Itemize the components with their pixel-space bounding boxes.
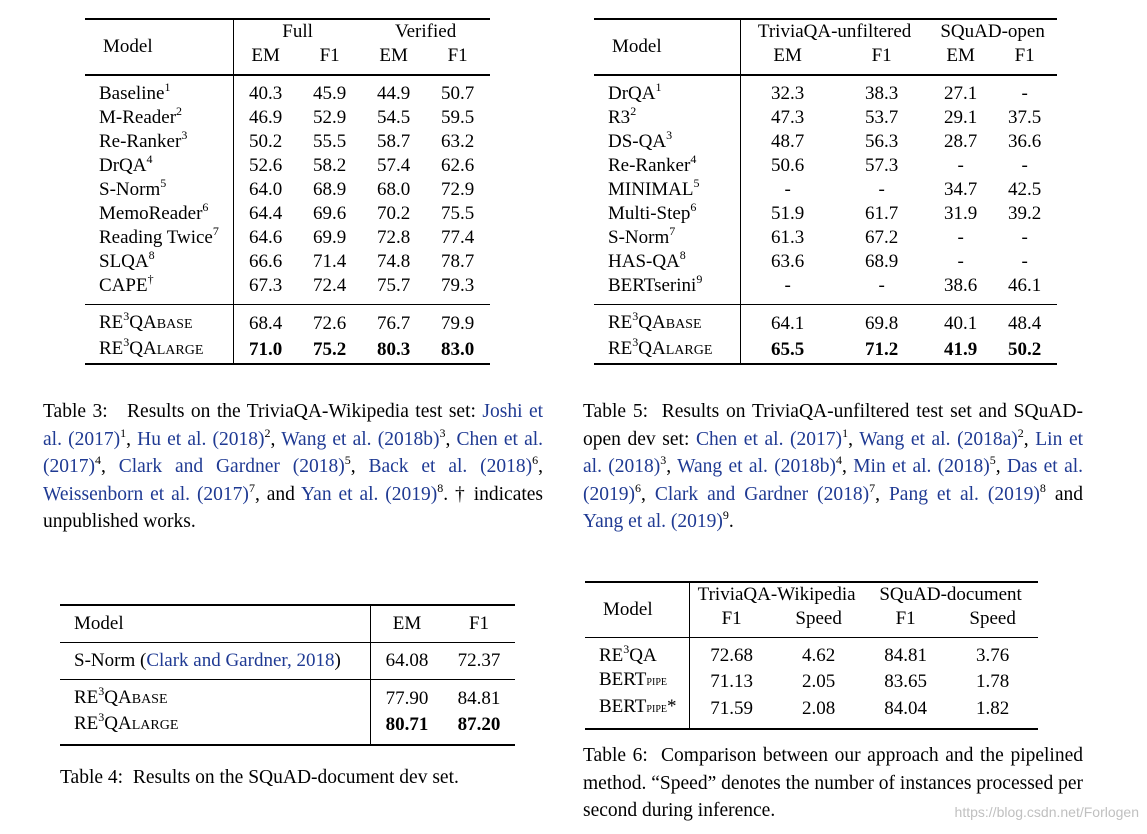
cell: 2.08 [774, 695, 864, 729]
cell: 75.7 [376, 275, 411, 296]
cell: 61.3 [770, 227, 805, 248]
header-em: EM [371, 605, 444, 643]
cell: 74.8 [376, 251, 411, 272]
cell: 54.5 [376, 107, 411, 128]
cell: 75.5 [440, 203, 475, 224]
cell: 68.0 [376, 179, 411, 200]
table-row [85, 154, 490, 178]
cell: 87.20 [443, 712, 515, 745]
table-row [594, 274, 1057, 305]
cell: 63.6 [770, 251, 805, 272]
header-f1: F1 [443, 605, 515, 643]
table-row [85, 305, 490, 338]
cell: 72.6 [298, 305, 362, 338]
table-row [594, 130, 1057, 154]
cell: 62.6 [440, 155, 475, 176]
header-em: EM [379, 45, 408, 66]
cell: - [1021, 155, 1028, 176]
table-4-grid [60, 604, 515, 746]
table-row [594, 106, 1057, 130]
cell: - [878, 275, 885, 296]
table-6-caption: Table 6: Comparison between our approach and the pipelined method. “Speed” denotes the number of instances processed per second during inference. [583, 745, 1084, 821]
cell: 68.9 [864, 251, 899, 272]
cell: 50.2 [248, 131, 283, 152]
model-name: $RE^3QABASE$ [85, 305, 233, 338]
header-em: EM [946, 45, 975, 66]
header-f1: F1 [319, 45, 340, 66]
model-name: SLQA$^8$ [85, 250, 233, 274]
cell: 79.9 [426, 305, 490, 338]
cell: 79.3 [440, 275, 475, 296]
cell: 64.1 [740, 305, 835, 338]
header-speed: Speed [795, 608, 842, 629]
cell: 57.3 [864, 155, 899, 176]
header-model: Model [85, 19, 233, 75]
cell: - [957, 227, 964, 248]
model-name: $DS-QA^3$ [594, 130, 740, 154]
cell: 36.6 [1007, 131, 1042, 152]
cell: 27.1 [943, 83, 978, 104]
model-name: Re-Ranker$^4$ [594, 154, 740, 178]
cell: 69.8 [835, 305, 929, 338]
cell: 48.7 [770, 131, 805, 152]
header-model: Model [585, 582, 689, 638]
table-3 [85, 18, 490, 365]
header-em: EM [251, 45, 280, 66]
model-name: BERTPIPE [585, 668, 689, 695]
cell: 37.5 [1007, 107, 1042, 128]
header-model: Model [594, 19, 740, 75]
cell: 72.9 [440, 179, 475, 200]
cell: 67.3 [248, 275, 283, 296]
model-name: $RE^3QALARGE$ [594, 337, 740, 364]
cell: 69.9 [312, 227, 347, 248]
table-3-grid [85, 18, 490, 365]
table-6-grid [585, 581, 1038, 730]
table-5-caption: Table 5: Results on TriviaQA-unfiltered test set and SQuAD-open dev set: Chen et al. $(2017)^1$, Wang et al. $(2018a)^2$, Lin et al. $(2018)^3$, Wang et al. $(2018b)^4$, Min et al. $(2018)^5$, Das et al. $(2019)^6$, Clark and Gardner $(2018)^7$, Pang et al. $(2019)^8$ and Yang et al. $(2019)^9$. [583, 401, 1084, 532]
watermark: https://blog.csdn.net/Forlogen [954, 804, 1139, 820]
table-row [85, 106, 490, 130]
header-triviaqa-wikipedia: TriviaQA-Wikipedia [689, 582, 864, 607]
model-name: S-Norm$^5$ [85, 178, 233, 202]
cell: 39.2 [1007, 203, 1042, 224]
table-row [594, 178, 1057, 202]
table-row [85, 178, 490, 202]
table-row [594, 202, 1057, 226]
cell: 29.1 [943, 107, 978, 128]
cell: 75.2 [298, 337, 362, 364]
cell: 48.4 [993, 305, 1057, 338]
cell: 83.65 [884, 670, 927, 692]
table-row [85, 250, 490, 274]
cell: 45.9 [312, 83, 347, 104]
model-name: MemoReader$^6$ [85, 202, 233, 226]
cell: - [878, 179, 885, 200]
header-model: Model [60, 605, 371, 643]
cell: 53.7 [864, 107, 899, 128]
cell: 46.9 [248, 107, 283, 128]
cell: 80.71 [371, 712, 444, 745]
cell: 70.2 [376, 203, 411, 224]
model-name: BERTPIPE* [585, 695, 689, 729]
cell: 1.78 [975, 670, 1010, 692]
header-em: EM [773, 45, 802, 66]
table-row [585, 668, 1038, 695]
model-name: $RE^3QA$ [585, 638, 689, 669]
cell: 34.7 [943, 179, 978, 200]
cell: - [1021, 83, 1028, 104]
cell: 84.04 [864, 695, 948, 729]
model-name: S-Norm$^7$ [594, 226, 740, 250]
model-name: $RE^3QABASE$ [60, 680, 371, 713]
table-5-grid [594, 18, 1057, 365]
cell: - [784, 179, 791, 200]
table-4-caption: Table 4: Results on the SQuAD-document dev set. [60, 767, 459, 788]
cell: 77.4 [440, 227, 475, 248]
header-f1: F1 [895, 608, 916, 629]
model-name: DrQA$^4$ [85, 154, 233, 178]
cell: - [957, 251, 964, 272]
table-row [594, 337, 1057, 364]
table-row [594, 250, 1057, 274]
cell: 68.4 [233, 305, 298, 338]
cell: 64.08 [371, 643, 444, 680]
cell: 28.7 [943, 131, 978, 152]
header-f1: F1 [721, 608, 742, 629]
cell: 52.6 [248, 155, 283, 176]
table-row [85, 226, 490, 250]
model-name: Reading Twice$^7$ [85, 226, 233, 250]
table-3-caption: Table 3: Results on the TriviaQA-Wikipedia test set: Joshi et al. $(2017)^1$, Hu et al. $(2018)^2$, Wang et al. $(2018b)^3$, Chen et al. $(2017)^4$, Clark and Gardner $(2018)^5$, Back et al. $(2018)^6$, Weissenborn et al. $(2017)^7$, and Yan et al. $(2019)^8$. † indicates unpublished works. [43, 401, 544, 532]
table-row [594, 305, 1057, 338]
model-name: Baseline$^1$ [85, 75, 233, 106]
table-row [85, 75, 490, 106]
cell: 1.82 [948, 695, 1038, 729]
cell: 65.5 [740, 337, 835, 364]
cell: 31.9 [943, 203, 978, 224]
cell: 78.7 [440, 251, 475, 272]
model-name: BERTserini$^9$ [594, 274, 740, 305]
cell: 47.3 [770, 107, 805, 128]
cell: 59.5 [440, 107, 475, 128]
cell: 42.5 [1007, 179, 1042, 200]
table-row [585, 695, 1038, 729]
table-row [594, 75, 1057, 106]
table-row [85, 202, 490, 226]
table-row [594, 226, 1057, 250]
cell: 3.76 [975, 645, 1010, 666]
cell: 69.6 [312, 203, 347, 224]
cell: 50.6 [770, 155, 805, 176]
cell: 63.2 [440, 131, 475, 152]
header-full: Full [233, 19, 362, 44]
cell: 84.81 [884, 645, 927, 666]
cell: 71.2 [835, 337, 929, 364]
model-name: Re-Ranker$^3$ [85, 130, 233, 154]
model-name: $RE^3QABASE$ [594, 305, 740, 338]
cell: 64.0 [248, 179, 283, 200]
cell: 72.37 [443, 643, 515, 680]
cell: - [784, 275, 791, 296]
cell: 64.4 [248, 203, 283, 224]
header-f1: F1 [447, 45, 468, 66]
cell: 50.2 [993, 337, 1057, 364]
header-squad-open: SQuAD-open [929, 19, 1057, 44]
header-speed: Speed [969, 608, 1016, 629]
cell: 76.7 [362, 305, 426, 338]
header-triviaqa-unfiltered: TriviaQA-unfiltered [740, 19, 929, 44]
header-f1: F1 [871, 45, 892, 66]
cell: 72.8 [376, 227, 411, 248]
cell: 50.7 [440, 83, 475, 104]
table-row [585, 582, 1038, 607]
table-row [85, 19, 490, 44]
cell: 38.6 [943, 275, 978, 296]
cell: 41.9 [929, 337, 993, 364]
cell: 61.7 [864, 203, 899, 224]
cell: 83.0 [426, 337, 490, 364]
table-row [594, 154, 1057, 178]
cell: 2.05 [801, 670, 836, 692]
table-row [85, 130, 490, 154]
cell: 56.3 [864, 131, 899, 152]
table-row [594, 19, 1057, 44]
table-row [60, 680, 515, 713]
cell: 40.1 [929, 305, 993, 338]
model-name: $RE^3QALARGE$ [85, 337, 233, 364]
model-name: Multi-Step$^6$ [594, 202, 740, 226]
cell: 66.6 [248, 251, 283, 272]
model-name: M-Reader$^2$ [85, 106, 233, 130]
cell: 57.4 [376, 155, 411, 176]
model-name: S-Norm (Clark and Gardner, 2018) [60, 643, 371, 680]
table-row [60, 605, 515, 643]
cell: 68.9 [312, 179, 347, 200]
cell: 58.7 [376, 131, 411, 152]
header-verified: Verified [362, 19, 490, 44]
cell: 52.9 [312, 107, 347, 128]
cell: 40.3 [248, 83, 283, 104]
model-name: $R3^2$ [594, 106, 740, 130]
cell: 58.2 [312, 155, 347, 176]
model-name: $RE^3QALARGE$ [60, 712, 371, 745]
cell: 44.9 [376, 83, 411, 104]
model-name: CAPE† [85, 274, 233, 305]
cell: 71.0 [233, 337, 298, 364]
cell: - [1021, 251, 1028, 272]
cell: 77.90 [371, 680, 444, 713]
model-name: MINIMAL$^5$ [594, 178, 740, 202]
cell: 80.3 [362, 337, 426, 364]
cell: - [1021, 227, 1028, 248]
cell: 51.9 [770, 203, 805, 224]
cell: 67.2 [864, 227, 899, 248]
table-row [585, 638, 1038, 669]
cell: 71.4 [312, 251, 347, 272]
cell: 38.3 [864, 83, 899, 104]
cell: 84.81 [443, 680, 515, 713]
cell: 72.68 [710, 645, 753, 666]
model-name: DrQA$^1$ [594, 75, 740, 106]
cell: 71.59 [689, 695, 774, 729]
model-name: HAS-$QA^8$ [594, 250, 740, 274]
table-4 [60, 604, 515, 746]
header-squad-document: SQuAD-document [864, 582, 1038, 607]
table-row [60, 643, 515, 680]
cell: 46.1 [1007, 275, 1042, 296]
cell: 72.4 [312, 275, 347, 296]
cell: - [957, 155, 964, 176]
header-f1: F1 [1014, 45, 1035, 66]
table-row [85, 337, 490, 364]
table-row [60, 712, 515, 745]
table-5 [594, 18, 1057, 365]
cell: 32.3 [770, 83, 805, 104]
cell: 71.13 [710, 670, 753, 692]
cell: 4.62 [801, 645, 836, 666]
table-row [85, 274, 490, 305]
table-6 [585, 581, 1038, 730]
cell: 55.5 [312, 131, 347, 152]
cell: 64.6 [248, 227, 283, 248]
